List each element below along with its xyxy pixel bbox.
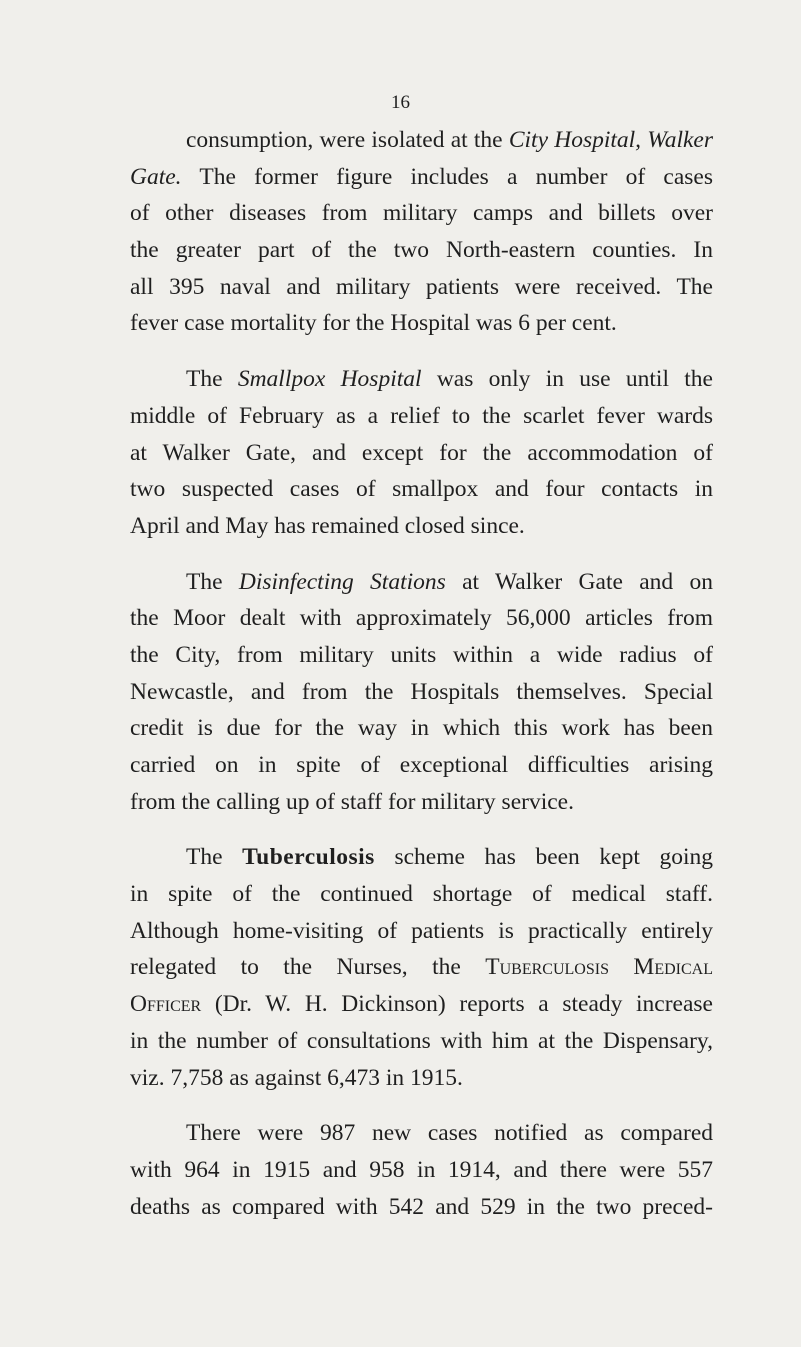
text-line (130, 361, 713, 398)
text-run: April and May has remained closed since. (130, 512, 525, 539)
text-run: the Moor dealt with approximately 56,000 articles from (130, 605, 713, 632)
italic-term: Smallpox Hospital (237, 366, 422, 393)
text-run: scheme has been kept going (374, 844, 713, 871)
text-line (130, 747, 713, 784)
paragraph-gap (130, 545, 713, 564)
text-line (130, 122, 713, 159)
text-run: The former figure includes a number of cases (181, 163, 713, 190)
text-run: The (186, 366, 238, 393)
text-run: The (186, 844, 243, 871)
text-line (130, 305, 713, 342)
text-line (130, 986, 713, 1023)
paragraph (130, 122, 713, 342)
text-line (130, 1115, 713, 1152)
text-line (130, 637, 713, 674)
text-run: There were 987 new cases notified as compared (186, 1120, 713, 1147)
paragraph (130, 839, 713, 1096)
text-line (130, 600, 713, 637)
text-line (130, 435, 713, 472)
text-line (130, 471, 713, 508)
text-run: of other diseases from military camps and billets over (130, 200, 713, 227)
text-run: in spite of the continued shortage of medical staff. (130, 881, 713, 908)
paragraph-gap (130, 820, 713, 839)
text-run: viz. 7,758 as against 6,473 in 1915. (130, 1064, 463, 1091)
text-run: from the calling up of staff for military service. (130, 788, 574, 815)
text-line (130, 398, 713, 435)
text-run: all 395 naval and military patients were received. The (130, 273, 713, 300)
text-run: the greater part of the two North-eastern counties. In (130, 237, 713, 264)
text-run: relegated to the Nurses, the (130, 954, 486, 981)
italic-term: Disinfecting Stations (238, 568, 446, 595)
text-run: (Dr. W. H. Dickinson) reports a steady increase (201, 991, 713, 1018)
text-run: credit is due for the way in which this work has been (130, 715, 713, 742)
text-line (130, 1060, 713, 1097)
text-line (130, 710, 713, 747)
text-run: Newcastle, and from the Hospitals themselves. Special (130, 678, 713, 705)
text-line (130, 159, 713, 196)
text-line (130, 674, 713, 711)
text-run: two suspected cases of smallpox and four contacts in (130, 476, 713, 503)
text-run: Although home-visiting of patients is practically entirely (130, 917, 713, 944)
page-number: 16 (391, 92, 410, 113)
text-run: fever case mortality for the Hospital was 6 per cent. (130, 310, 617, 337)
text-run: the City, from military units within a wide radius of (130, 641, 713, 668)
small-caps-term: Tuberculosis Medical (485, 954, 713, 981)
small-caps-term: Officer (130, 991, 202, 1018)
bold-term: Tuberculosis (242, 844, 375, 871)
text-line (130, 949, 713, 986)
text-line (130, 784, 713, 821)
italic-term: City Hospital, Walker (508, 127, 713, 153)
body-text (130, 122, 713, 1225)
paragraph (130, 564, 713, 821)
text-line (130, 839, 713, 876)
text-run: at Walker Gate, and except for the accommodation of (130, 439, 713, 466)
text-line (130, 1023, 713, 1060)
text-run: with 964 in 1915 and 958 in 1914, and there were 557 (130, 1156, 713, 1183)
text-run: carried on in spite of exceptional difficulties arising (130, 752, 713, 778)
text-line (130, 913, 713, 950)
text-run: middle of February as a relief to the scarlet fever wards (130, 402, 713, 429)
paragraph-gap (130, 342, 713, 361)
text-line (130, 269, 713, 306)
paragraph-gap (130, 1096, 713, 1115)
text-run: deaths as compared with 542 and 529 in the two preced- (130, 1193, 713, 1220)
text-run: The (186, 568, 239, 595)
paragraph (130, 361, 713, 544)
text-run: at Walker Gate and on (445, 568, 713, 595)
text-line (130, 195, 713, 232)
text-run: consumption, were isolated at the (186, 127, 509, 153)
paragraph (130, 1115, 713, 1225)
text-line (130, 232, 713, 269)
text-line (130, 508, 713, 545)
text-run: was only in use until the (421, 366, 713, 393)
text-line (130, 564, 713, 601)
text-line (130, 1152, 713, 1189)
italic-term: Gate. (130, 163, 182, 190)
text-line (130, 1189, 713, 1226)
text-line (130, 876, 713, 913)
text-run: in the number of consultations with him at the Dispensary, (130, 1027, 713, 1054)
